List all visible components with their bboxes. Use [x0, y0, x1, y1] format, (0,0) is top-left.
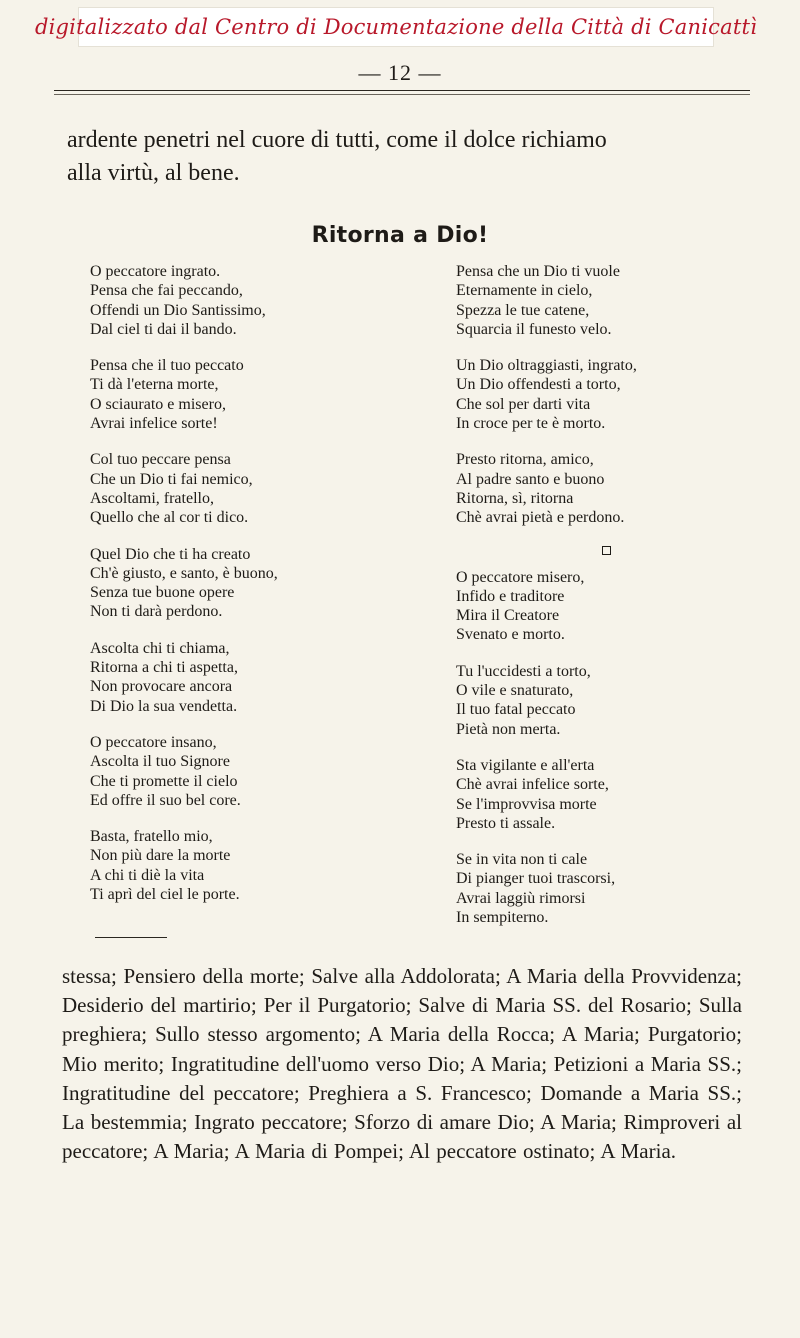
verse-line: Chè avrai infelice sorte, — [456, 776, 609, 794]
verse-line: Offendi un Dio Santissimo, — [90, 301, 266, 319]
verse-line: Il tuo fatal peccato — [456, 701, 576, 719]
verse-line: Che ti promette il cielo — [90, 772, 238, 790]
stanza — [90, 450, 410, 527]
stanza — [456, 756, 756, 833]
verse-line: Col tuo peccare pensa — [90, 451, 231, 469]
verse-line: Di pianger tuoi trascorsi, — [456, 870, 616, 888]
intro-line: alla virtù, al bene. — [67, 160, 240, 186]
verse-line: Un Dio oltraggiasti, ingrato, — [456, 357, 637, 375]
section-ornament — [456, 541, 756, 560]
poem-title: Ritorna a Dio! — [311, 223, 489, 248]
verse-line: Non ti darà perdono. — [90, 603, 223, 621]
stanza — [90, 356, 410, 433]
verse-line: Chè avrai pietà e perdono. — [456, 509, 625, 527]
verse-line: Ascolta il tuo Signore — [90, 753, 230, 771]
page-number: — 12 — — [358, 60, 442, 85]
stanza — [90, 733, 410, 810]
verse-line: Non provocare ancora — [90, 678, 233, 696]
stanza — [456, 850, 756, 927]
verse-line: Mira il Creatore — [456, 607, 560, 625]
verse-line: Quel Dio che ti ha creato — [90, 545, 251, 563]
verse-line: Ritorna a chi ti aspetta, — [90, 659, 238, 677]
verse-line: Sta vigilante e all'erta — [456, 756, 595, 774]
stanza — [456, 450, 756, 527]
verse-line: Presto ti assale. — [456, 814, 556, 832]
header-rule-secondary — [54, 94, 750, 95]
verse-line: Ch'è giusto, e santo, è buono, — [90, 564, 278, 582]
verse-line: O peccatore insano, — [90, 733, 217, 751]
header-rule — [54, 90, 750, 91]
contents-paragraph: stessa; Pensiero della morte; Salve alla Addolorata; A Maria della Provvidenza; Desiderio del martirio; Per il Purgatorio; Salve di Maria SS. del Rosario; Sulla preghiera; Sullo stesso argomento; A Maria della Rocca; A Maria; Purgatorio; Mio merito; Ingratitudine dell'uomo verso Dio; A Maria; Petizioni a Maria SS.; Ingratitudine del peccatore; Preghiera a S. Francesco; Domande a Maria SS.; La bestemmia; Ingrato peccatore; Sforzo di amare Dio; A Maria; Rimproveri al peccatore; A Maria; A Maria di Pompei; Al peccatore ostinato; A Maria. — [62, 964, 742, 1164]
section-divider — [95, 937, 167, 938]
verse-line: Quello che al cor ti dico. — [90, 509, 249, 527]
verse-line: O peccatore ingrato. — [90, 263, 221, 280]
verse-line: Ed offre il suo bel core. — [90, 791, 241, 809]
poem-column-right — [456, 262, 756, 944]
verse-line: Basta, fratello mio, — [90, 828, 213, 846]
verse-line: Che sol per darti vita — [456, 395, 591, 413]
stanza — [456, 662, 756, 739]
verse-line: Di Dio la sua vendetta. — [90, 697, 238, 715]
verse-line: Che un Dio ti fai nemico, — [90, 470, 253, 488]
verse-line: Presto ritorna, amico, — [456, 451, 594, 469]
verse-line: Pensa che un Dio ti vuole — [456, 263, 620, 280]
verse-line: Pensa che il tuo peccato — [90, 357, 244, 375]
stanza — [456, 568, 756, 645]
verse-line: Infido e traditore — [456, 587, 565, 605]
verse-line: Al padre santo e buono — [456, 470, 605, 488]
verse-line: Spezza le tue catene, — [456, 301, 590, 319]
verse-line: Ascolta chi ti chiama, — [90, 639, 230, 657]
verse-line: In sempiterno. — [456, 909, 549, 927]
stanza — [90, 262, 410, 339]
verse-line: Pietà non merta. — [456, 720, 561, 738]
verse-line: Squarcia il funesto velo. — [456, 320, 612, 338]
verse-line: Ti dà l'eterna morte, — [90, 376, 219, 394]
verse-line: Se in vita non ti cale — [456, 851, 588, 869]
stanza — [90, 545, 410, 622]
verse-line: Avrai infelice sorte! — [90, 415, 218, 433]
verse-line: Ascoltami, fratello, — [90, 489, 214, 507]
verse-line: Avrai laggiù rimorsi — [456, 889, 586, 907]
verse-line: Non più dare la morte — [90, 847, 231, 865]
verse-line: Tu l'uccidesti a torto, — [456, 662, 591, 680]
poem-part-two — [456, 568, 756, 928]
verse-line: Se l'improvvisa morte — [456, 795, 597, 813]
stanza — [456, 356, 756, 433]
stanza — [90, 827, 410, 904]
intro-line: ardente penetri nel cuore di tutti, come il dolce richiamo — [67, 127, 607, 153]
stanza — [90, 639, 410, 716]
intro-paragraph — [67, 124, 757, 190]
square-ornament-icon — [602, 546, 611, 555]
verse-line: Un Dio offendesti a torto, — [456, 376, 621, 394]
stanza — [456, 262, 756, 339]
verse-line: Svenato e morto. — [456, 626, 565, 644]
verse-line: Ti aprì del ciel le porte. — [90, 886, 240, 904]
verse-line: In croce per te è morto. — [456, 415, 606, 433]
verse-line: Ritorna, sì, ritorna — [456, 489, 574, 507]
verse-line: Eternamente in cielo, — [456, 282, 593, 300]
poem-part-one — [456, 262, 756, 528]
poem-column-left — [90, 262, 410, 921]
digitization-watermark: digitalizzato dal Centro di Documentazione della Città di Canicattì — [78, 7, 714, 47]
verse-line: Pensa che fai peccando, — [90, 282, 243, 300]
verse-line: O sciaurato e misero, — [90, 395, 226, 413]
verse-line: O vile e snaturato, — [456, 682, 574, 700]
verse-line: O peccatore misero, — [456, 568, 585, 586]
verse-line: Dal ciel ti dai il bando. — [90, 320, 237, 338]
verse-line: Senza tue buone opere — [90, 584, 235, 602]
verse-line: A chi ti diè la vita — [90, 866, 205, 884]
